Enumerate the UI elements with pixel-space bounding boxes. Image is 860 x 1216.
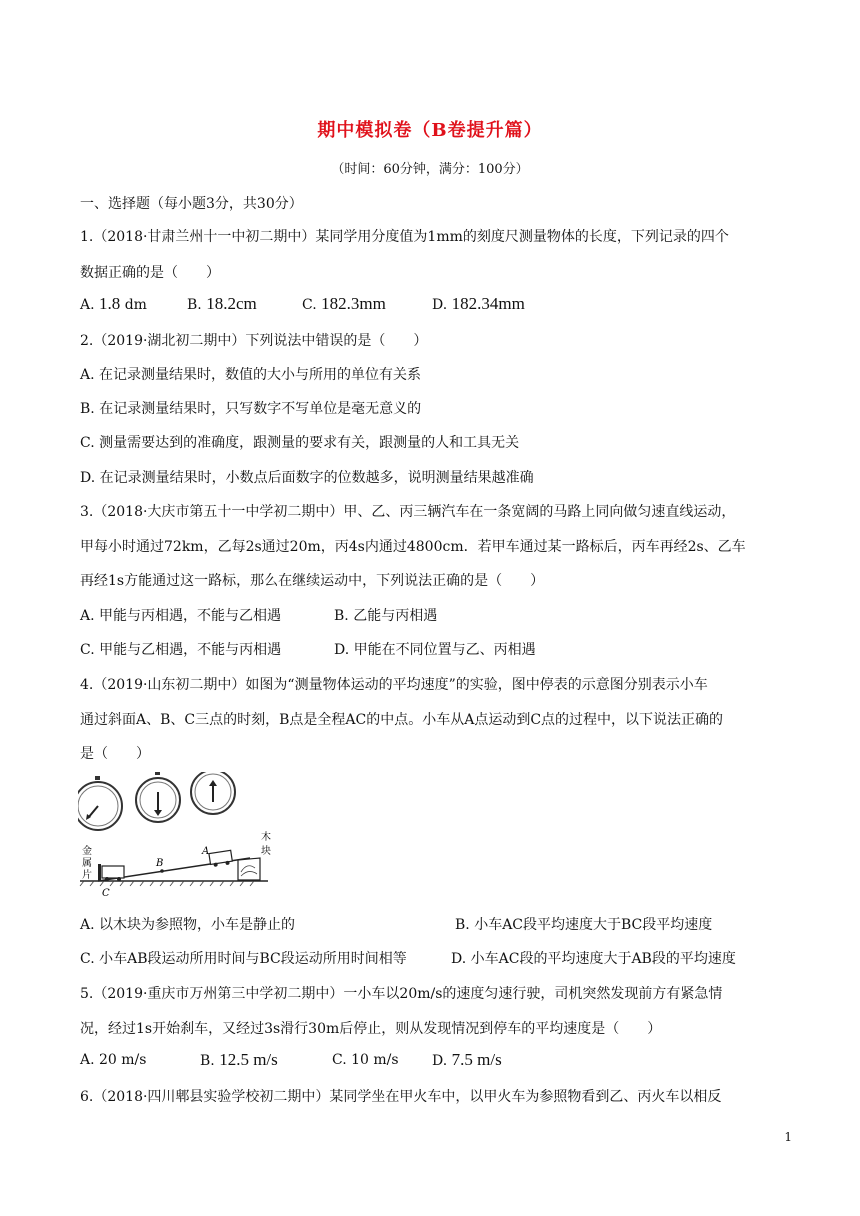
point-a-label: A <box>202 846 210 857</box>
q3-stem-line2: 甲每小时通过72km，乙每2s通过20m，丙4s内通过4800cm．若甲车通过某一路标后，丙车再经2s、乙车 <box>80 539 746 555</box>
stopwatch-a-icon <box>191 772 235 814</box>
q1-stem-line1: 1.（2018·甘肃兰州十一中初二期中）某同学用分度值为1mm的刻度尺测量物体的长度，下列记录的四个 <box>80 229 729 245</box>
page-number: 1 <box>784 1130 792 1144</box>
q5-option-b: B. 12.5 m/s <box>200 1050 278 1069</box>
q4-option-c: C. 小车AB段运动所用时间与BC段运动所用时间相等 <box>80 951 407 967</box>
q1-option-b: B. 18.2cm <box>187 294 257 313</box>
q2-stem: 2.（2019·湖北初二期中）下列说法中错误的是（ ） <box>80 333 428 349</box>
q5-option-d: D. 7.5 m/s <box>432 1050 502 1069</box>
wooden-block <box>238 858 260 880</box>
q2-option-d: D. 在记录测量结果时，小数点后面数字的位数越多，说明测量结果越准确 <box>80 470 534 486</box>
q5-option-a: A. 20 m/s <box>80 1052 147 1068</box>
q5-option-c: C. 10 m/s <box>332 1052 399 1068</box>
cart-at-a <box>209 850 233 867</box>
stopwatch-b-icon <box>136 772 180 822</box>
exam-subtitle: （时间：60分钟，满分：100分） <box>331 162 529 177</box>
q2-option-b: B. 在记录测量结果时，只写数字不写单位是毫无意义的 <box>80 401 422 417</box>
q4-option-d: D. 小车AC段的平均速度大于AB段的平均速度 <box>451 951 736 967</box>
stopwatch-c-icon <box>78 776 122 830</box>
q6-stem-line1: 6.（2018·四川郫县实验学校初二期中）某同学坐在甲火车中，以甲火车为参照物看到乙、丙火车以相反 <box>80 1089 722 1105</box>
point-c-label: C <box>102 888 110 899</box>
q3-stem-line3: 再经1s方能通过这一路标，那么在继续运动中，下列说法正确的是（ ） <box>80 573 545 589</box>
q1-option-c: C. 182.3mm <box>302 294 386 313</box>
metal-label-1: 金 <box>82 846 92 857</box>
q3-option-c: C. 甲能与乙相遇，不能与丙相遇 <box>80 642 282 658</box>
q5-stem-line2: 况，经过1s开始刹车，又经过3s滑行30m后停止，则从发现情况到停车的平均速度是（ ） <box>80 1021 662 1037</box>
q3-option-d: D. 甲能在不同位置与乙、丙相遇 <box>334 642 536 658</box>
q4-option-a: A. 以木块为参照物，小车是静止的 <box>80 917 296 933</box>
metal-label-2: 属 <box>82 858 92 869</box>
q4-stem-line3: 是（ ） <box>80 746 150 762</box>
exam-title: 期中模拟卷（B卷提升篇） <box>317 120 543 141</box>
q3-stem-line1: 3.（2018·大庆市第五十一中学初二期中）甲、乙、丙三辆汽车在一条宽阔的马路上同向做匀速直线运动， <box>80 504 736 520</box>
q4-option-b: B. 小车AC段平均速度大于BC段平均速度 <box>455 917 713 933</box>
q4-stem-line2: 通过斜面A、B、C三点的时刻，B点是全程AC的中点。小车从A点运动到C点的过程中，以下说法正确的 <box>80 712 724 728</box>
q3-option-a: A. 甲能与丙相遇，不能与乙相遇 <box>80 608 282 624</box>
metal-plate <box>98 864 101 881</box>
point-b-marker <box>160 869 164 873</box>
metal-label-3: 片 <box>82 870 92 881</box>
block-label-1: 木 <box>261 832 271 843</box>
q4-stem-line1: 4.（2019·山东初二期中）如图为“测量物体运动的平均速度”的实验，图中停表的示意图分别表示小车 <box>80 677 708 693</box>
q3-option-b: B. 乙能与丙相遇 <box>334 608 438 624</box>
q1-stem-line2: 数据正确的是（ ） <box>80 265 220 281</box>
q2-option-c: C. 测量需要达到的准确度，跟测量的要求有关，跟测量的人和工具无关 <box>80 435 520 451</box>
section-heading: 一、选择题（每小题3分，共30分） <box>80 196 303 212</box>
q2-option-a: A. 在记录测量结果时，数值的大小与所用的单位有关系 <box>80 367 422 383</box>
incline-experiment-figure <box>78 772 278 902</box>
q1-option-a: A. 1.8 dm <box>80 294 147 313</box>
point-b-label: B <box>156 858 164 869</box>
block-label-2: 块 <box>261 846 271 857</box>
q5-stem-line1: 5.（2019·重庆市万州第三中学初二期中）一小车以20m/s的速度匀速行驶，司机突然发现前方有紧急情 <box>80 986 723 1002</box>
q1-option-d: D. 182.34mm <box>432 294 525 313</box>
